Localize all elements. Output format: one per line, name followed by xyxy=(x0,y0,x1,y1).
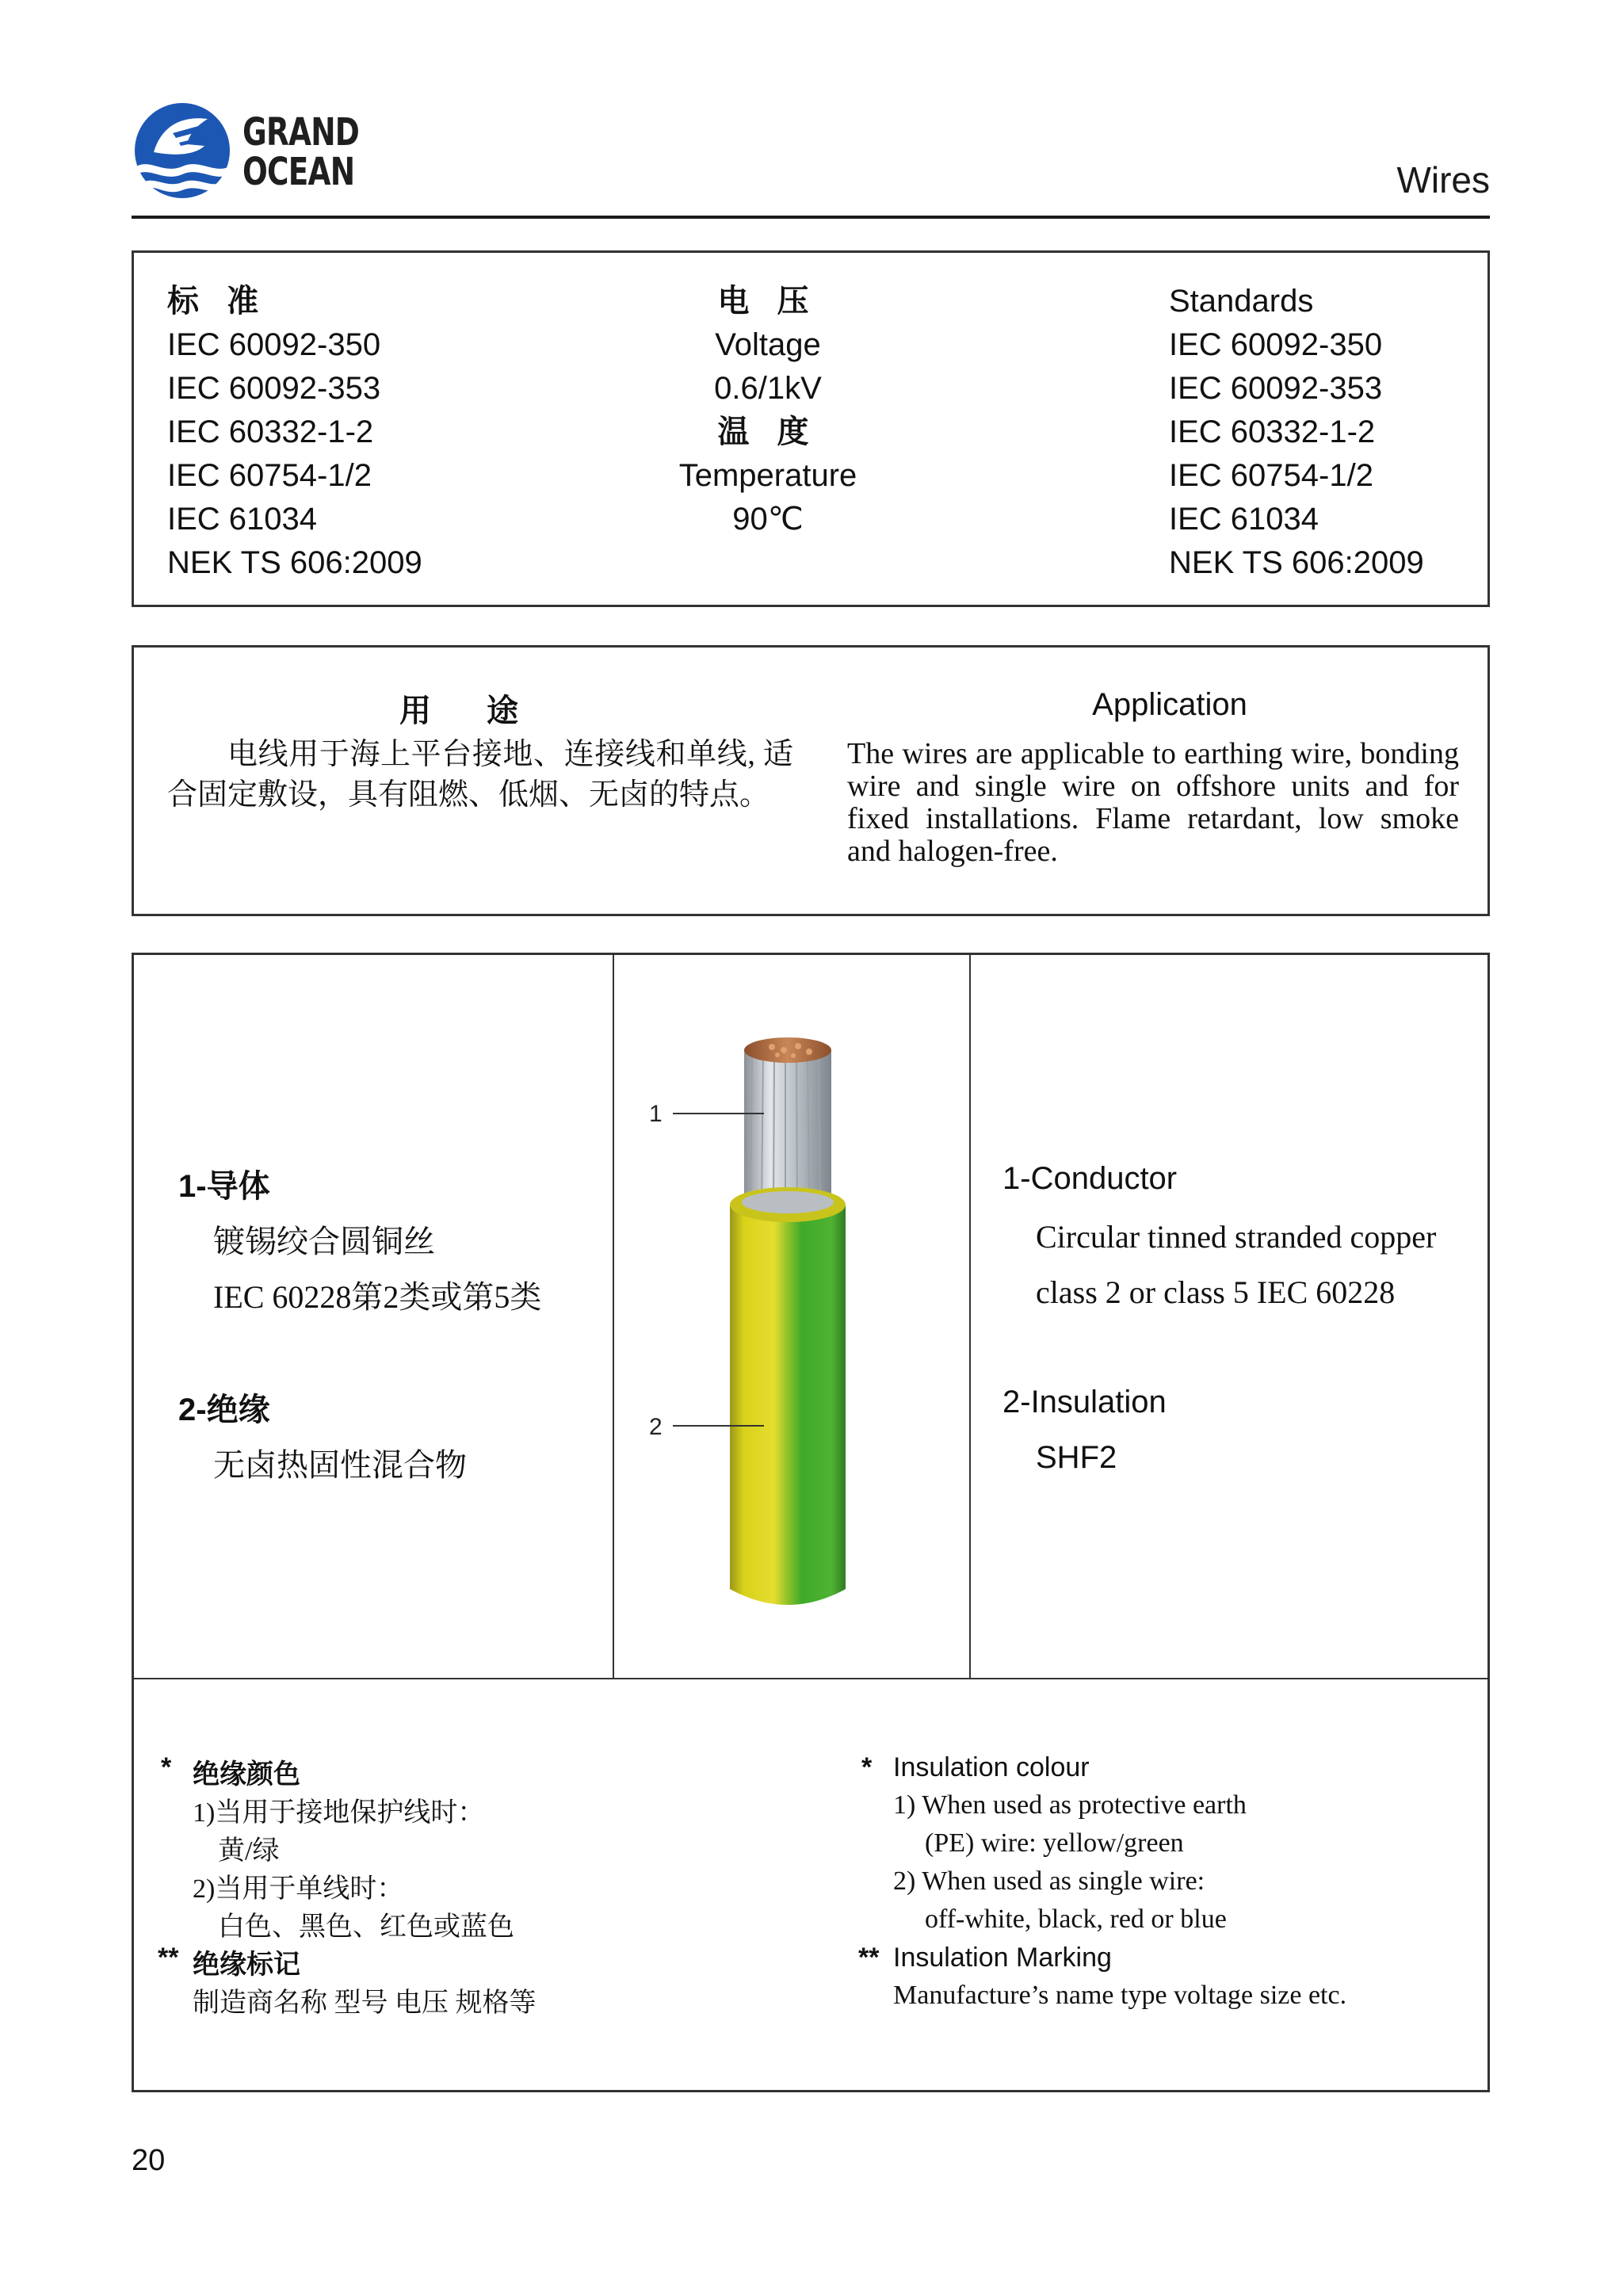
brand-line-2: OCEAN xyxy=(242,150,355,194)
note-colour-cn-item2: 2)当用于单线时： xyxy=(193,1874,404,1904)
insulation-layer xyxy=(730,1205,846,1605)
note-colour-en-item2-value: off-white, black, red or blue xyxy=(925,1904,1227,1934)
part1-cn-detail: 镀锡绞合圆铜丝 xyxy=(213,1224,435,1259)
page-number: 20 xyxy=(132,2144,166,2177)
temperature-value: 90℃ xyxy=(732,502,804,537)
brand-line-1: GRAND xyxy=(242,110,360,155)
callout-2: 2 xyxy=(649,1414,663,1440)
part1-en-detail: Circular tinned stranded copper xyxy=(1036,1219,1437,1255)
note-marking-en-title: Insulation Marking xyxy=(893,1943,1112,1973)
column-divider xyxy=(969,955,971,1679)
part1-en-detail: class 2 or class 5 IEC 60228 xyxy=(1036,1274,1396,1310)
voltage-value: 0.6/1kV xyxy=(714,371,822,406)
note-colour-en-item1-value: (PE) wire: yellow/green xyxy=(925,1828,1184,1858)
note-colour-en-title: Insulation colour xyxy=(893,1752,1090,1782)
brand-name xyxy=(242,110,360,194)
cable-illustration xyxy=(609,955,966,1679)
standard-item: IEC 60332-1-2 xyxy=(167,415,374,449)
standards-en-column xyxy=(1169,280,1424,585)
brand-logo xyxy=(132,101,480,212)
standard-item: IEC 60092-350 xyxy=(167,327,381,362)
note-marking-en-value: Manufacture’s name type voltage size etc. xyxy=(893,1981,1347,2010)
standard-item: IEC 60092-353 xyxy=(1169,371,1383,406)
standard-item: IEC 61034 xyxy=(1169,502,1319,537)
part2-cn-title: 2-绝缘 xyxy=(178,1392,270,1427)
callout-1: 1 xyxy=(649,1101,663,1127)
note-marking-cn-value: 制造商名称 型号 电压 规格等 xyxy=(193,1988,537,2018)
application-panel xyxy=(132,645,1490,916)
note-colour-cn-title: 绝缘颜色 xyxy=(193,1759,300,1790)
standard-item: IEC 60092-353 xyxy=(167,371,381,406)
standards-panel xyxy=(132,250,1490,607)
part1-cn-title: 1-导体 xyxy=(178,1169,270,1204)
voltage-temperature-column xyxy=(649,280,887,541)
header-divider xyxy=(132,216,1490,219)
note-colour-en-item1: 1) When used as protective earth xyxy=(893,1790,1247,1820)
section-title: Wires xyxy=(1396,159,1490,201)
conductor-copper-end xyxy=(744,1037,831,1063)
standard-item: IEC 60092-350 xyxy=(1169,327,1383,362)
part2-en-detail: SHF2 xyxy=(1036,1440,1117,1475)
standards-cn-heading: 标 准 xyxy=(167,284,269,319)
note-marking-cn-title: 绝缘标记 xyxy=(193,1950,300,1980)
voltage-cn-heading: 电 压 xyxy=(717,284,819,319)
ship-wave-logo-icon xyxy=(132,101,235,203)
standard-item: NEK TS 606:2009 xyxy=(1169,545,1424,580)
part2-cn-detail: 无卤热固性混合物 xyxy=(213,1447,467,1483)
temperature-cn-heading: 温 度 xyxy=(717,415,819,449)
note-star: * xyxy=(861,1752,873,1782)
standard-item: IEC 61034 xyxy=(167,502,318,537)
note-double-star: ** xyxy=(158,1943,179,1973)
application-cn-text: 电线用于海上平台接地、连接线和单线, 适合固定敷设，具有阻燃、低烟、无卤的特点。 xyxy=(167,738,793,812)
note-double-star: ** xyxy=(858,1943,880,1973)
standards-en-heading: Standards xyxy=(1169,284,1314,319)
application-en-text: The wires are applicable to earthing wire, bonding wire and single wire on offshore units and for fixed installations. Flame retardant, low smoke and halogen-free. xyxy=(847,737,1459,868)
temperature-label: Temperature xyxy=(678,458,857,493)
voltage-label: Voltage xyxy=(715,327,821,362)
note-star: * xyxy=(161,1752,172,1782)
standard-item: IEC 60754-1/2 xyxy=(1169,458,1373,493)
part1-cn-detail: IEC 60228第2类或第5类 xyxy=(213,1279,542,1315)
application-en-title: Application xyxy=(1092,687,1247,722)
part2-en-title: 2-Insulation xyxy=(1002,1385,1167,1419)
standard-item: IEC 60332-1-2 xyxy=(1169,415,1376,449)
application-cn-title: 用途 xyxy=(399,693,574,728)
note-colour-cn-item1: 1)当用于接地保护线时： xyxy=(193,1798,485,1828)
note-colour-en-item2: 2) When used as single wire: xyxy=(893,1866,1205,1896)
construction-panel xyxy=(132,953,1490,2092)
part1-en-title: 1-Conductor xyxy=(1002,1161,1178,1196)
standards-cn-column xyxy=(167,280,422,585)
standard-item: IEC 60754-1/2 xyxy=(167,458,372,493)
standard-item: NEK TS 606:2009 xyxy=(167,545,422,580)
note-colour-cn-item1-value: 黄/绿 xyxy=(218,1836,280,1866)
note-colour-cn-item2-value: 白色、黑色、红色或蓝色 xyxy=(218,1912,514,1942)
